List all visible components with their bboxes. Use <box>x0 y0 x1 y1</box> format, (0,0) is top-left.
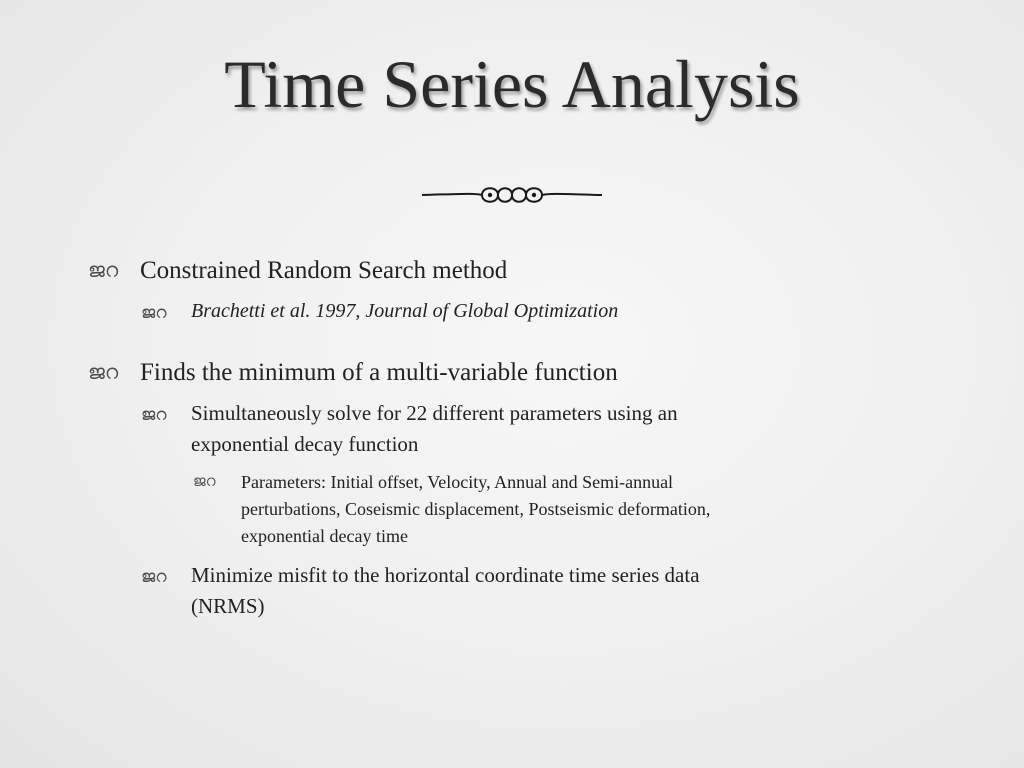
bullet-text-line: Minimize misfit to the horizontal coordinate time series data <box>191 563 700 587</box>
bullet-text-line: Parameters: Initial offset, Velocity, Annual and Semi-annual <box>241 472 674 492</box>
bullet-item <box>141 296 619 327</box>
bullet-item <box>88 256 508 286</box>
bullet-text-line: exponential decay time <box>241 526 408 546</box>
bullet-text: Constrained Random Search method <box>140 257 508 284</box>
bullet-continuation <box>191 591 265 622</box>
bullet-text: Finds the minimum of a multi-variable function <box>140 359 618 386</box>
bullet-icon: ജറ <box>193 474 216 490</box>
bullet-continuation <box>191 429 418 460</box>
bullet-text-line: Simultaneously solve for 22 different parameters using an <box>191 401 678 425</box>
bullet-icon: ജറ <box>141 405 167 424</box>
slide-title: Time Series Analysis <box>224 46 800 122</box>
bullet-text-line: (NRMS) <box>191 594 265 618</box>
bullet-item <box>88 358 618 388</box>
bullet-item <box>193 468 674 496</box>
bullet-icon: ജറ <box>88 260 119 282</box>
bullet-continuation <box>241 522 408 550</box>
bullet-text-line: exponential decay function <box>191 432 419 456</box>
bullet-icon: ജറ <box>141 303 167 322</box>
bullet-text-line: perturbations, Coseismic displacement, Postseismic deformation, <box>241 499 711 519</box>
bullet-icon: ജറ <box>141 567 167 586</box>
bullet-icon: ജറ <box>88 362 119 384</box>
bullet-item <box>141 398 678 429</box>
bullet-item <box>141 560 700 591</box>
bullet-continuation <box>241 495 710 523</box>
citation-text: Brachetti et al. 1997, Journal of Global Optimization <box>191 300 619 322</box>
